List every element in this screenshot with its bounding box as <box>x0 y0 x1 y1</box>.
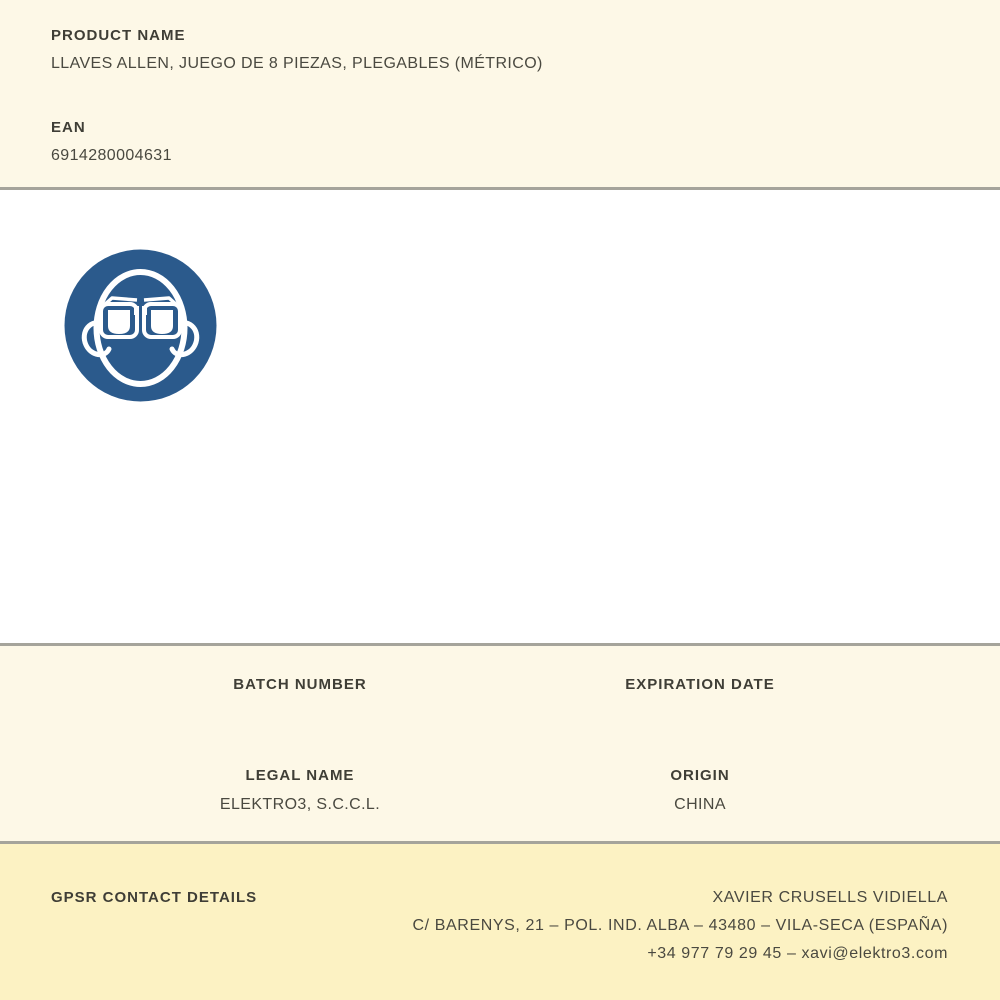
ean-field <box>51 119 949 165</box>
batch-number-label: BATCH NUMBER <box>233 676 367 693</box>
batch-number-field <box>100 676 500 723</box>
contact-person-name: XAVIER CRUSELLS VIDIELLA <box>712 889 948 906</box>
legal-name-field <box>100 767 500 814</box>
batch-number-value <box>100 705 500 723</box>
gpsr-contact-block <box>413 884 949 968</box>
origin-label: ORIGIN <box>670 767 730 784</box>
contact-address: C/ BARENYS, 21 – POL. IND. ALBA – 43480 – VILA-SECA (ESPAÑA) <box>412 917 948 934</box>
product-name-field <box>51 27 949 73</box>
gpsr-contact-label: GPSR CONTACT DETAILS <box>51 889 258 906</box>
legal-name-value: ELEKTRO3, S.C.C.L. <box>219 796 381 813</box>
expiration-date-value <box>500 705 900 723</box>
details-section <box>0 646 1000 841</box>
product-name-value: LLAVES ALLEN, JUEGO DE 8 PIEZAS, PLEGABLES (MÉTRICO) <box>51 55 543 72</box>
ean-value: 6914280004631 <box>51 147 172 164</box>
legal-name-label: LEGAL NAME <box>245 767 355 784</box>
ean-label: EAN <box>51 119 86 136</box>
wear-eye-protection-icon <box>63 248 218 403</box>
origin-field <box>500 767 900 814</box>
contact-phone-email: +34 977 79 29 45 – xavi@elektro3.com <box>647 945 948 962</box>
expiration-date-label: EXPIRATION DATE <box>625 676 775 693</box>
product-header-section <box>0 0 1000 187</box>
safety-pictogram-section <box>0 190 1000 643</box>
product-name-label: PRODUCT NAME <box>51 27 186 44</box>
origin-value: CHINA <box>674 796 726 813</box>
gpsr-contact-section <box>0 844 1000 1000</box>
expiration-date-field <box>500 676 900 723</box>
